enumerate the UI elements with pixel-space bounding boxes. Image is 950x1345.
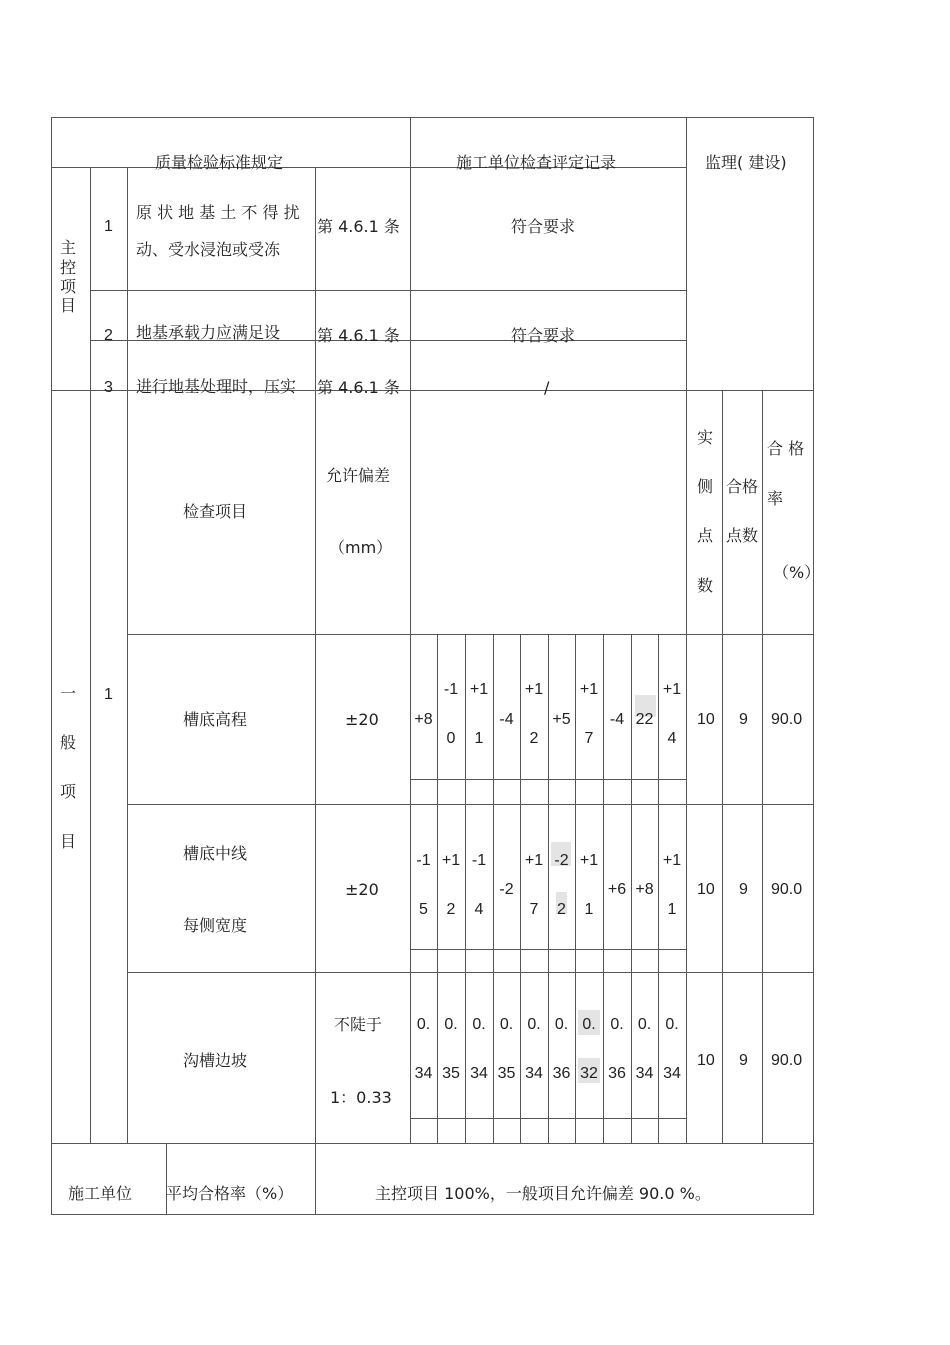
rule (91, 290, 686, 291)
rule (127, 972, 814, 973)
construction-unit-label: 施工单位 (68, 1184, 133, 1203)
measured-header-char: 实 (697, 428, 714, 447)
measured-value: 2 (529, 730, 539, 747)
measured-value: +1 (579, 681, 599, 698)
measured-value: 2 (557, 901, 566, 918)
measured-header-char: 数 (697, 576, 714, 595)
check-item-name: 每侧宽度 (183, 916, 248, 935)
measured-value: -2 (499, 881, 514, 898)
rule (127, 167, 128, 1143)
check-item-header: 检查项目 (183, 502, 248, 521)
qualified-header: 点数 (726, 526, 759, 545)
measured-value: -1 (443, 681, 459, 698)
summary-text: 主控项目 100%，一般项目允许偏差 90.0 %。 (375, 1184, 711, 1203)
measured-value: 36 (608, 1065, 626, 1082)
supervision-header: 监理( 建设) (705, 153, 787, 172)
measured-value: +8 (635, 881, 654, 898)
measured-value: 0. (610, 1016, 624, 1033)
check-item-name: 槽底高程 (183, 710, 248, 729)
general-label-char: 般 (60, 733, 77, 752)
rate-header: 率 (767, 489, 784, 508)
rule (166, 1143, 167, 1214)
measured-header-char: 侧 (697, 477, 714, 496)
measured-value: +1 (441, 852, 461, 869)
measured-value: 0. (527, 1016, 541, 1033)
measured-value: 0. (444, 1016, 458, 1033)
measured-value: +1 (524, 681, 544, 698)
item-result: / (544, 378, 550, 397)
measured-value: -1 (416, 852, 431, 869)
item-number: 3 (104, 379, 113, 396)
rule (762, 390, 763, 1143)
measured-value: 0. (499, 1016, 514, 1033)
measured-value: +5 (552, 711, 571, 728)
measured-value: 0. (472, 1016, 486, 1033)
measured-value: 32 (580, 1065, 598, 1082)
measured-count: 10 (697, 1052, 715, 1069)
tolerance: 1：0.33 (330, 1088, 392, 1107)
tolerance: ±20 (345, 710, 379, 729)
main-control-label-char: 主 (60, 238, 77, 257)
measured-value: 34 (470, 1065, 488, 1082)
general-label-char: 项 (60, 782, 77, 801)
qualified-count: 9 (739, 881, 748, 898)
pass-rate: 90.0 (771, 1052, 803, 1069)
measured-value: 36 (552, 1065, 571, 1082)
general-label-char: 目 (60, 832, 77, 851)
measured-value: 7 (584, 730, 594, 747)
rule (90, 167, 91, 1143)
measured-value: +1 (579, 852, 599, 869)
measured-value: 0 (446, 730, 456, 747)
measured-value: 34 (635, 1065, 654, 1082)
rule (813, 117, 814, 1215)
item-number: 1 (104, 218, 113, 235)
item-result: 符合要求 (511, 326, 576, 345)
measured-value: 4 (667, 730, 677, 747)
rule (51, 1214, 814, 1215)
allowance-unit: （mm） (329, 538, 393, 557)
check-item-name: 沟槽边坡 (183, 1051, 248, 1070)
measured-value: 34 (663, 1065, 681, 1082)
item-clause: 第 4.6.1 条 (317, 378, 400, 397)
rule (315, 167, 316, 1215)
measured-value: 0. (582, 1016, 596, 1033)
measured-value: -4 (499, 711, 514, 728)
main-control-label-char: 项 (60, 277, 77, 296)
measured-value: +1 (469, 681, 489, 698)
pass-rate: 90.0 (771, 881, 803, 898)
measured-count: 10 (697, 881, 715, 898)
measured-value: -1 (471, 852, 487, 869)
average-rate-label: 平均合格率（%） (166, 1184, 294, 1203)
measured-value: 2 (446, 901, 456, 918)
rule (51, 117, 814, 118)
measured-value: 34 (414, 1065, 433, 1082)
measured-value: 0. (416, 1016, 431, 1033)
measured-value: 0. (665, 1016, 679, 1033)
rate-header: （%） (773, 563, 821, 582)
measured-value: 35 (442, 1065, 460, 1082)
rule (686, 117, 687, 1143)
measured-value: 4 (474, 901, 484, 918)
rule (51, 117, 52, 1215)
measured-value: 1 (474, 730, 484, 747)
measured-value: 1 (667, 901, 677, 918)
measured-value: -4 (609, 711, 625, 728)
item-clause: 第 4.6.1 条 (317, 326, 400, 345)
qualified-count: 9 (739, 711, 748, 728)
measured-value: 0. (637, 1016, 652, 1033)
rule (722, 390, 723, 1143)
measured-value: 34 (525, 1065, 543, 1082)
measured-value: 1 (584, 901, 594, 918)
rule (127, 634, 814, 635)
allowance-header: 允许偏差 (326, 466, 391, 485)
main-control-label-char: 控 (60, 258, 77, 277)
item-clause: 第 4.6.1 条 (317, 217, 400, 236)
record-header: 施工单位检查评定记录 (456, 153, 617, 172)
item-number: 2 (104, 327, 113, 344)
measured-value: 35 (497, 1065, 516, 1082)
measured-count: 10 (697, 711, 715, 728)
measured-value: +1 (662, 681, 682, 698)
rate-header: 合 格 (767, 439, 805, 458)
item-result: 符合要求 (511, 217, 576, 236)
measured-header-char: 点 (697, 526, 714, 545)
tolerance: 不陡于 (334, 1015, 383, 1034)
tolerance: ±20 (345, 880, 379, 899)
measured-value: -2 (554, 852, 569, 869)
pass-rate: 90.0 (771, 711, 803, 728)
measured-value: 0. (554, 1016, 569, 1033)
check-item-name: 槽底中线 (183, 844, 248, 863)
measured-value: +1 (524, 852, 544, 869)
item-text: 动、受水浸泡或受冻 (136, 240, 281, 259)
item-text: 地基承载力应满足设 (136, 323, 281, 342)
item-number: 1 (104, 686, 113, 703)
standard-header: 质量检验标准规定 (155, 153, 284, 172)
rule (410, 117, 411, 1143)
qualified-header: 合格 (726, 477, 759, 496)
rule (127, 804, 814, 805)
measured-value: 7 (529, 901, 539, 918)
measured-value: +8 (414, 711, 433, 728)
measured-value: +6 (607, 881, 627, 898)
qualified-count: 9 (739, 1052, 748, 1069)
general-label-char: 一 (60, 684, 77, 703)
measured-value: 5 (419, 901, 428, 918)
measured-value: +1 (662, 852, 682, 869)
main-control-label-char: 目 (60, 296, 77, 315)
item-text: 进行地基处理时，压实 (136, 377, 297, 396)
measured-value: 22 (635, 711, 654, 728)
item-text: 原 状 地 基 土 不 得 扰 (136, 203, 300, 222)
